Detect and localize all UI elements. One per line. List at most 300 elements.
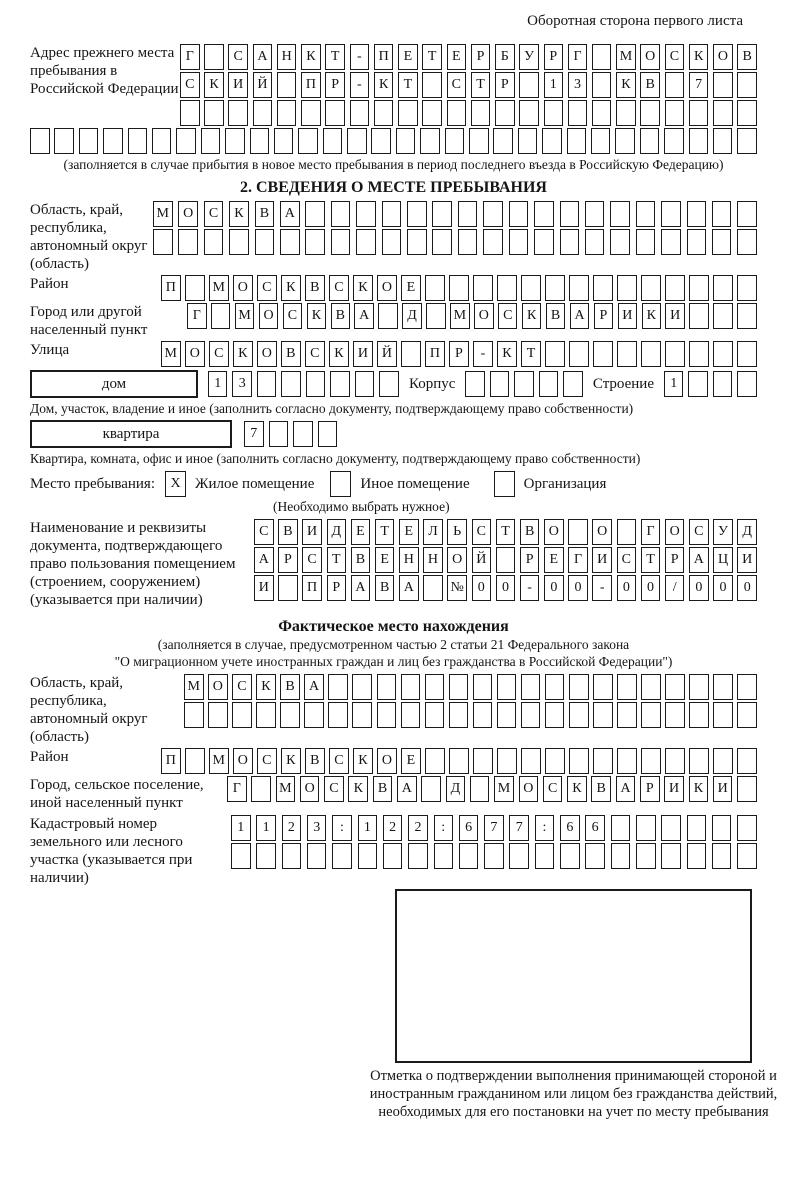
char-cell: И [665, 303, 685, 329]
char-cell [471, 100, 491, 126]
fact-city-label: Город, сельское поселение, иной населенный пункт [30, 777, 204, 811]
char-cell: И [664, 776, 684, 802]
prev-address-block [30, 44, 757, 128]
char-cell [432, 201, 452, 227]
char-cell [569, 674, 589, 700]
char-cell: 3 [307, 815, 327, 841]
char-cell: Р [594, 303, 614, 329]
char-cell [591, 128, 611, 154]
char-cell: 7 [484, 815, 504, 841]
char-cell [185, 275, 205, 301]
char-cell [737, 815, 757, 841]
house-number-input[interactable] [208, 371, 399, 397]
char-cell: О [257, 341, 277, 367]
char-cell [332, 843, 352, 869]
char-cell: № [447, 575, 467, 601]
fact-city-input[interactable] [227, 776, 757, 802]
char-cell: С [302, 547, 322, 573]
char-cell: В [373, 776, 393, 802]
char-cell [610, 229, 630, 255]
char-cell [459, 843, 479, 869]
char-cell [737, 72, 757, 98]
option-zhiloe-label: Жилое помещение [195, 475, 315, 492]
char-cell [568, 100, 588, 126]
char-cell [509, 843, 529, 869]
char-cell [269, 421, 289, 447]
char-cell: Т [521, 341, 541, 367]
street-label: Улица [30, 342, 70, 358]
char-cell [425, 702, 445, 728]
char-cell [560, 201, 580, 227]
char-cell [713, 128, 733, 154]
document-row-1-input[interactable] [254, 519, 757, 545]
char-cell [593, 748, 613, 774]
prev-address-row-2-input[interactable] [180, 72, 757, 98]
char-cell: С [254, 519, 274, 545]
char-cell [232, 702, 252, 728]
char-cell [298, 128, 318, 154]
page-side-note: Оборотная сторона первого листа [527, 13, 743, 29]
char-cell: Е [401, 275, 421, 301]
char-cell [470, 776, 490, 802]
char-cell: Е [375, 547, 395, 573]
char-cell: О [592, 519, 612, 545]
char-cell [422, 100, 442, 126]
char-cell [328, 702, 348, 728]
char-cell [352, 702, 372, 728]
char-cell [687, 201, 707, 227]
char-cell: Г [641, 519, 661, 545]
char-cell [30, 128, 50, 154]
char-cell: О [377, 275, 397, 301]
char-cell [712, 843, 732, 869]
char-cell [615, 128, 635, 154]
char-cell [641, 702, 661, 728]
fact-district-block [30, 748, 757, 774]
char-cell: И [592, 547, 612, 573]
char-cell: Т [641, 547, 661, 573]
city-input[interactable] [187, 303, 757, 329]
char-cell [737, 275, 757, 301]
char-cell: А [280, 201, 300, 227]
char-cell: М [161, 341, 181, 367]
stroenie-label: Строение [592, 376, 654, 392]
char-cell [497, 702, 517, 728]
char-cell [641, 275, 661, 301]
place-type-label: Место пребывания: [30, 476, 155, 492]
char-cell: 1 [544, 72, 564, 98]
char-cell [712, 201, 732, 227]
region-rows [153, 201, 757, 257]
fact-district-label: Район [30, 749, 69, 765]
char-cell [305, 229, 325, 255]
char-cell: К [229, 201, 249, 227]
char-cell: Г [180, 44, 200, 70]
char-cell [425, 674, 445, 700]
char-cell: О [474, 303, 494, 329]
char-cell: Р [278, 547, 298, 573]
char-cell [305, 201, 325, 227]
char-cell [469, 128, 489, 154]
char-cell: Р [325, 72, 345, 98]
char-cell: - [350, 72, 370, 98]
char-cell: С [447, 72, 467, 98]
char-cell [664, 128, 684, 154]
char-cell: О [665, 519, 685, 545]
char-cell [545, 275, 565, 301]
char-cell: А [397, 776, 417, 802]
char-cell: Й [377, 341, 397, 367]
char-cell [542, 128, 562, 154]
char-cell: Е [399, 519, 419, 545]
char-cell: 0 [544, 575, 564, 601]
char-cell: 7 [509, 815, 529, 841]
char-cell: К [689, 776, 709, 802]
char-cell: К [567, 776, 587, 802]
char-cell: О [233, 748, 253, 774]
char-cell [494, 471, 515, 497]
char-cell [445, 128, 465, 154]
char-cell: К [256, 674, 276, 700]
char-cell: А [351, 575, 371, 601]
char-cell [398, 100, 418, 126]
checkbox-inoe[interactable] [330, 471, 351, 497]
char-cell: - [473, 341, 493, 367]
char-cell: В [591, 776, 611, 802]
char-cell [713, 748, 733, 774]
char-cell: О [544, 519, 564, 545]
char-cell [617, 275, 637, 301]
char-cell: М [450, 303, 470, 329]
char-cell [420, 128, 440, 154]
char-cell [374, 100, 394, 126]
prev-address-rows [180, 44, 757, 128]
char-cell: М [184, 674, 204, 700]
char-cell [204, 100, 224, 126]
char-cell [496, 547, 516, 573]
char-cell [641, 341, 661, 367]
char-cell [593, 341, 613, 367]
char-cell [201, 128, 221, 154]
char-cell [640, 128, 660, 154]
fact-district-input[interactable] [161, 748, 757, 774]
char-cell [713, 275, 733, 301]
char-cell [611, 843, 631, 869]
char-cell: С [472, 519, 492, 545]
char-cell: Р [640, 776, 660, 802]
char-cell [178, 229, 198, 255]
char-cell [256, 843, 276, 869]
char-cell: П [302, 575, 322, 601]
char-cell: С [498, 303, 518, 329]
char-cell [371, 128, 391, 154]
cadastral-block [30, 815, 757, 887]
char-cell [610, 201, 630, 227]
char-cell: О [713, 44, 733, 70]
char-cell [328, 674, 348, 700]
char-cell: Г [568, 44, 588, 70]
char-cell [407, 229, 427, 255]
char-cell: X [165, 471, 186, 497]
char-cell: К [233, 341, 253, 367]
prev-address-row-4-input[interactable] [30, 128, 757, 154]
cadastral-row-2-input[interactable] [231, 843, 757, 869]
char-cell: А [304, 674, 324, 700]
char-cell: П [425, 341, 445, 367]
prev-address-note: (заполняется в случае прибытия в новое место пребывания в период последнего въезда в Российскую Федерацию) [63, 157, 724, 172]
char-cell: 0 [641, 575, 661, 601]
char-cell [545, 674, 565, 700]
char-cell: Й [253, 72, 273, 98]
char-cell [592, 44, 612, 70]
char-cell [712, 229, 732, 255]
char-cell: С [617, 547, 637, 573]
option-organizaciya-label: Организация [523, 475, 607, 492]
char-cell: В [255, 201, 275, 227]
char-cell [184, 702, 204, 728]
char-cell: 0 [617, 575, 637, 601]
prev-address-row-3-input[interactable] [180, 100, 757, 126]
char-cell [103, 128, 123, 154]
char-cell: М [494, 776, 514, 802]
char-cell [490, 371, 510, 397]
char-cell: В [305, 275, 325, 301]
street-input[interactable] [161, 341, 757, 367]
char-cell: В [375, 575, 395, 601]
char-cell [358, 843, 378, 869]
char-cell [280, 229, 300, 255]
char-cell: 6 [585, 815, 605, 841]
char-cell [687, 815, 707, 841]
char-cell [421, 776, 441, 802]
char-cell [432, 229, 452, 255]
apartment-number-input[interactable] [244, 421, 337, 447]
char-cell: О [519, 776, 539, 802]
cadastral-row-1-input[interactable] [231, 815, 757, 841]
region-row-1-input[interactable] [153, 201, 757, 227]
char-cell [636, 229, 656, 255]
char-cell: Р [544, 44, 564, 70]
char-cell: Т [471, 72, 491, 98]
option-inoe-label: Иное помещение [360, 475, 470, 492]
korpus-input[interactable] [465, 371, 583, 397]
char-cell [593, 275, 613, 301]
fact-region-row-2-input[interactable] [184, 702, 757, 728]
char-cell [713, 341, 733, 367]
district-input[interactable] [161, 275, 757, 301]
fact-region-row-1-input[interactable] [184, 674, 757, 700]
char-cell: / [665, 575, 685, 601]
char-cell: Н [277, 44, 297, 70]
char-cell [534, 201, 554, 227]
char-cell [521, 275, 541, 301]
char-cell [737, 674, 757, 700]
stroenie-input[interactable] [664, 371, 757, 397]
char-cell: 0 [737, 575, 757, 601]
checkbox-organizaciya[interactable] [494, 471, 515, 497]
char-cell: Е [351, 519, 371, 545]
char-cell: П [161, 748, 181, 774]
char-cell [713, 674, 733, 700]
char-cell: П [161, 275, 181, 301]
char-cell [585, 843, 605, 869]
char-cell [425, 748, 445, 774]
char-cell [569, 341, 589, 367]
char-cell [347, 128, 367, 154]
char-cell: М [209, 275, 229, 301]
char-cell [592, 100, 612, 126]
char-cell: С [305, 341, 325, 367]
char-cell [79, 128, 99, 154]
cadastral-label: Кадастровый номер земельного или лесного участка (указывается при наличии) [30, 816, 193, 886]
char-cell [661, 815, 681, 841]
place-type-row [30, 471, 757, 497]
house-row [30, 370, 757, 398]
char-cell [396, 128, 416, 154]
char-cell [257, 371, 277, 397]
char-cell [585, 229, 605, 255]
char-cell: Е [401, 748, 421, 774]
char-cell: В [351, 547, 371, 573]
char-cell [568, 519, 588, 545]
char-cell: Е [544, 547, 564, 573]
char-cell [737, 748, 757, 774]
char-cell: Р [520, 547, 540, 573]
char-cell: В [305, 748, 325, 774]
prev-address-label: Адрес прежнего места пребывания в Российской Федерации [30, 45, 179, 97]
char-cell [665, 341, 685, 367]
char-cell: И [737, 547, 757, 573]
char-cell [356, 229, 376, 255]
char-cell [535, 843, 555, 869]
char-cell: : [434, 815, 454, 841]
char-cell [713, 303, 733, 329]
char-cell [407, 201, 427, 227]
char-cell: Т [398, 72, 418, 98]
char-cell [689, 748, 709, 774]
char-cell [330, 371, 350, 397]
char-cell: 0 [689, 575, 709, 601]
checkbox-zhiloe[interactable] [165, 471, 186, 497]
house-type-box[interactable]: дом [30, 370, 198, 398]
char-cell [665, 275, 685, 301]
korpus-label: Корпус [408, 376, 456, 392]
char-cell: Т [327, 547, 347, 573]
document-row-2-input[interactable] [254, 547, 757, 573]
char-cell: С [180, 72, 200, 98]
city-label: Город или другой населенный пункт [30, 304, 148, 338]
char-cell [737, 371, 757, 397]
region-row-2-input[interactable] [153, 229, 757, 255]
actual-location-title: Фактическое место нахождения [278, 618, 509, 635]
char-cell: Ц [713, 547, 733, 573]
char-cell: И [254, 575, 274, 601]
char-cell [323, 128, 343, 154]
char-cell [593, 674, 613, 700]
char-cell: Г [187, 303, 207, 329]
char-cell: : [535, 815, 555, 841]
char-cell [521, 748, 541, 774]
char-cell [737, 100, 757, 126]
char-cell: 1 [231, 815, 251, 841]
char-cell [569, 748, 589, 774]
char-cell: О [178, 201, 198, 227]
char-cell: Т [325, 44, 345, 70]
char-cell [251, 776, 271, 802]
char-cell [377, 702, 397, 728]
char-cell [325, 100, 345, 126]
char-cell [519, 72, 539, 98]
char-cell: К [642, 303, 662, 329]
char-cell [688, 371, 708, 397]
char-cell [585, 201, 605, 227]
char-cell: 7 [244, 421, 264, 447]
district-label: Район [30, 276, 69, 292]
char-cell [473, 674, 493, 700]
char-cell [231, 843, 251, 869]
char-cell: В [280, 674, 300, 700]
char-cell: О [185, 341, 205, 367]
char-cell: К [301, 44, 321, 70]
char-cell: Д [737, 519, 757, 545]
char-cell [689, 303, 709, 329]
char-cell: - [520, 575, 540, 601]
char-cell [617, 341, 637, 367]
house-note: Дом, участок, владение и иное (заполнить согласно документу, подтверждающему право собственности) [30, 401, 634, 416]
char-cell: 3 [232, 371, 252, 397]
char-cell: 6 [560, 815, 580, 841]
char-cell [301, 100, 321, 126]
char-cell: С [665, 44, 685, 70]
char-cell [331, 229, 351, 255]
char-cell: 0 [472, 575, 492, 601]
char-cell [665, 100, 685, 126]
char-cell [382, 229, 402, 255]
char-cell [356, 201, 376, 227]
char-cell: В [520, 519, 540, 545]
char-cell [379, 371, 399, 397]
char-cell [483, 229, 503, 255]
apartment-type-box[interactable]: квартира [30, 420, 232, 448]
char-cell [253, 100, 273, 126]
char-cell [592, 72, 612, 98]
prev-address-row-1-input[interactable] [180, 44, 757, 70]
char-cell [545, 748, 565, 774]
char-cell: М [235, 303, 255, 329]
char-cell: О [640, 44, 660, 70]
char-cell: К [329, 341, 349, 367]
char-cell [544, 100, 564, 126]
document-row-3-input[interactable] [254, 575, 757, 601]
char-cell: О [233, 275, 253, 301]
char-cell [449, 748, 469, 774]
char-cell: У [519, 44, 539, 70]
char-cell [377, 674, 397, 700]
char-cell: С [543, 776, 563, 802]
char-cell [737, 303, 757, 329]
char-cell [687, 229, 707, 255]
char-cell: Р [471, 44, 491, 70]
apartment-row [30, 420, 757, 448]
char-cell [355, 371, 375, 397]
char-cell [54, 128, 74, 154]
char-cell: 1 [664, 371, 684, 397]
char-cell [539, 371, 559, 397]
char-cell: С [257, 748, 277, 774]
char-cell: 0 [713, 575, 733, 601]
char-cell: В [737, 44, 757, 70]
char-cell [153, 229, 173, 255]
